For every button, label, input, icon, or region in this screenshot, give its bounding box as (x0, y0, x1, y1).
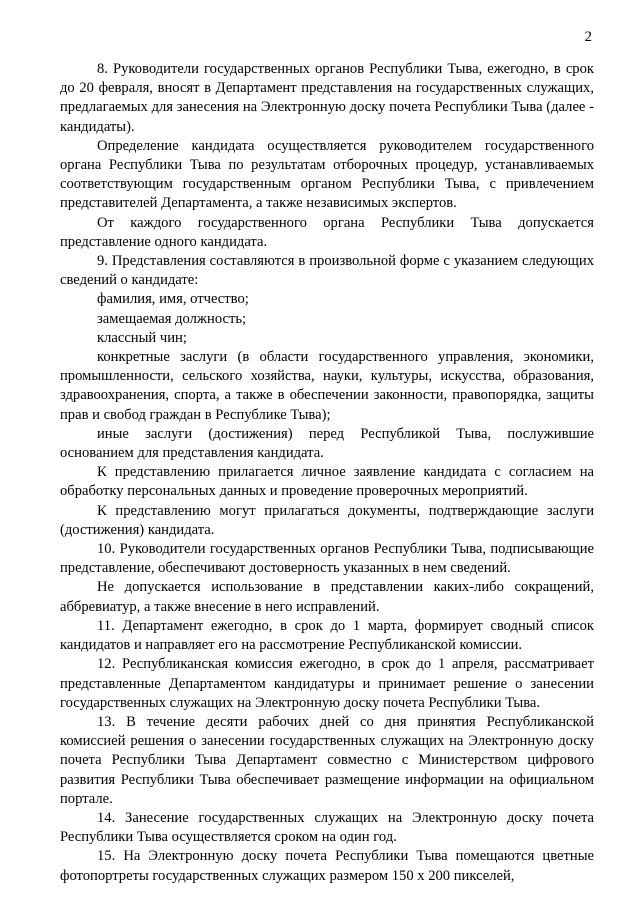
paragraph-personal-statement: К представлению прилагается личное заявление кандидата с согласием на обработку персональных данных и проведение проверочных мероприятий. (60, 464, 594, 500)
paragraph-14: 14. Занесение государственных служащих на Электронную доску почета Республики Тыва осуществляется сроком на один год. (60, 809, 594, 846)
list-item-specific-merits: конкретные заслуги (в области государственного управления, экономики, промышленности, сельского хозяйства, науки, культуры, искусства, образования, здравоохранения, спорта, а также в обеспечении законности, правопорядка, защиты прав и свобод граждан в Республике Тыва); (60, 349, 594, 423)
list-item-class-rank: классный чин; (97, 329, 187, 346)
page-number: 2 (584, 29, 592, 45)
paragraph-12: 12. Республиканская комиссия ежегодно, в срок до 1 апреля, рассматривает представленные Департаментом кандидатуры и принимает решение о занесении государственных служащих на Электронную доску почета Республики Тыва. (60, 656, 594, 711)
paragraph-9: 9. Представления составляются в произвольной форме с указанием следующих сведений о кандидате: (60, 253, 594, 289)
list-item-position: замещаемая должность; (97, 310, 247, 327)
paragraph-one-candidate: От каждого государственного органа Республики Тыва допускается представление одного кандидата. (60, 214, 594, 250)
paragraph-15: 15. На Электронную доску почета Республики Тыва помещаются цветные фотопортреты государственных служащих размером 150 х 200 пикселей, (60, 848, 594, 884)
paragraph-no-abbreviations: Не допускается использование в представлении каких-либо сокращений, аббревиатур, а также внесение в него исправлений. (60, 579, 594, 615)
list-item-full-name: фамилия, имя, отчество; (97, 291, 249, 308)
list-item-other-merits: иные заслуги (достижения) перед Республикой Тыва, послужившие основанием для представления кандидата. (60, 425, 594, 462)
paragraph-8: 8. Руководители государственных органов Республики Тыва, ежегодно, в срок до 20 февраля, вносят в Департамент представления на государственных служащих, предлагаемых для занесения на Электронную доску почета Республики Тыва (далее - кандидаты). (60, 61, 594, 135)
paragraph-13: 13. В течение десяти рабочих дней со дня принятия Республиканской комиссией решения о занесении государственных служащих на Электронную доску почета Республики Тыва Департамент совместно с Министерством цифрового развития Республики Тыва обеспечивает размещение информации на официальном портале. (60, 713, 594, 807)
paragraph-10: 10. Руководители государственных органов Республики Тыва, подписывающие представление, обеспечивают достоверность указанных в нем сведений. (60, 541, 594, 577)
paragraph-candidate-definition: Определение кандидата осуществляется руководителем государственного органа Республики Тыва по результатам отборочных процедур, устанавливаемых соответствующим государственным органом Республики Тыва, с привлечением представителей Департамента, а также независимых экспертов. (60, 137, 594, 212)
paragraph-11: 11. Департамент ежегодно, в срок до 1 марта, формирует сводный список кандидатов и направляет его на рассмотрение Республиканской комиссии. (60, 617, 594, 654)
document-body (60, 60, 594, 886)
paragraph-supporting-documents: К представлению могут прилагаться документы, подтверждающие заслуги (достижения) кандидата. (60, 502, 594, 538)
